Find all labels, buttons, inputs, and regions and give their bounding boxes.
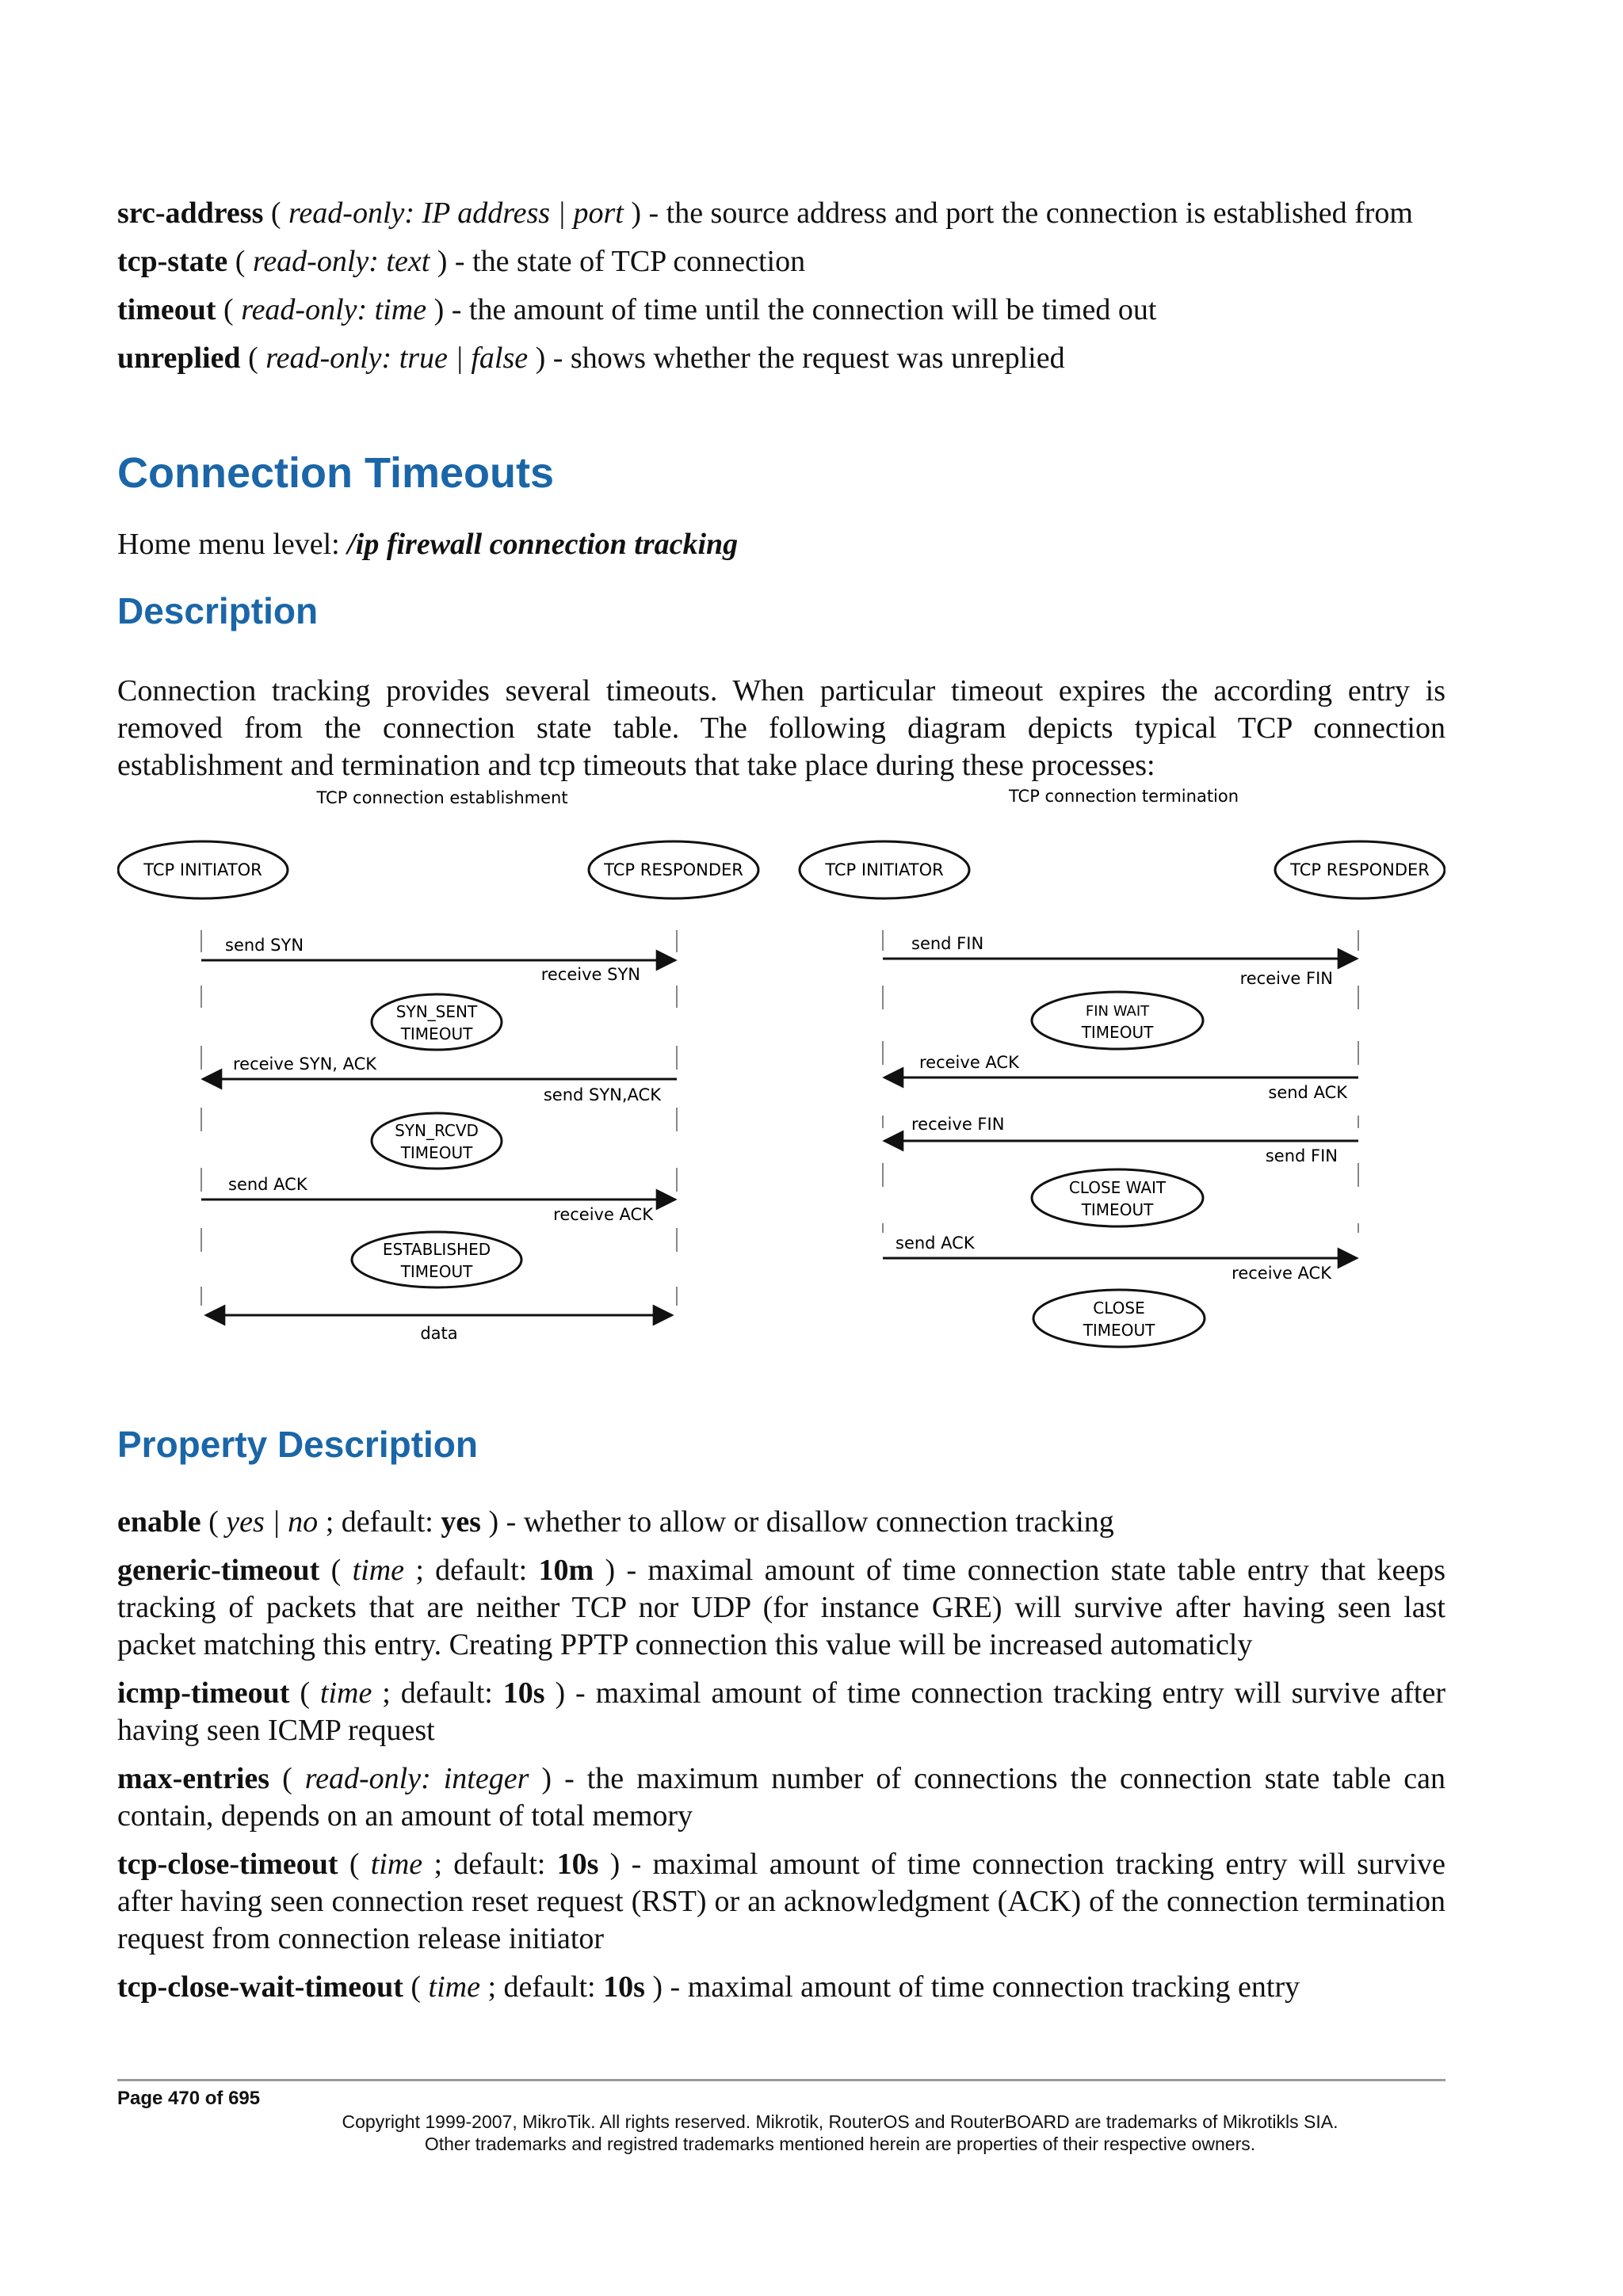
svg-text:FIN WAIT: FIN WAIT (1085, 1003, 1150, 1020)
description-title: Description (117, 590, 319, 631)
copyright-line-1: Copyright 1999-2007, MikroTik. All rights reserved. Mikrotik, RouterOS and RouterBOARD are trademarks of Mikrotikls SIA. (342, 2111, 1338, 2132)
msg-send-ack-1: send ACK (1268, 1083, 1347, 1102)
msg-send-ack: send ACK (228, 1175, 307, 1194)
svg-text:TIMEOUT: TIMEOUT (400, 1024, 473, 1043)
prop-enable: enable ( yes | no ; default: yes ) - whether to allow or disallow connection tracking (117, 1505, 1114, 1539)
prop-unreplied: unreplied ( read-only: true | false ) - shows whether the request was unreplied (117, 341, 1065, 375)
msg-receive-syn: receive SYN (540, 965, 640, 984)
svg-text:TIMEOUT: TIMEOUT (400, 1143, 473, 1162)
footer-divider (117, 2079, 1445, 2081)
svg-text:TIMEOUT: TIMEOUT (1081, 1200, 1154, 1219)
left-diagram-title: TCP connection establishment (316, 788, 568, 807)
svg-text:TIMEOUT: TIMEOUT (400, 1262, 473, 1281)
copyright-line-2: Other trademarks and registred trademarks mentioned herein are properties of their respective owners. (424, 2134, 1256, 2154)
section-title: Connection Timeouts (117, 449, 555, 497)
svg-text:CLOSE: CLOSE (1093, 1299, 1145, 1318)
msg-receive-fin-1: receive FIN (1239, 969, 1333, 988)
top-property-list (117, 195, 1445, 388)
msg-send-syn-ack: send SYN,ACK (543, 1085, 661, 1104)
right-diagram-title: TCP connection termination (1008, 787, 1239, 806)
tcp-timeouts-diagram (117, 780, 1445, 1350)
description-text: Connection tracking provides several timeouts. When particular timeout expires the according entry is removed from the connection state table. The following diagram depicts typical TCP connection establishment and termination and tcp timeouts that take place during these processes: (117, 674, 1445, 782)
right-responder-label: TCP RESPONDER (1290, 860, 1430, 879)
prop-generic-timeout: generic-timeout ( time ; default: 10m ) - maximal amount of time connection state table entry that keeps tracking of packets that are neither TCP nor UDP (for instance GRE) will survive after having seen last packet matching this entry. Creating PPTP connection this value will be increased automaticly (117, 1554, 1445, 1661)
msg-send-syn: send SYN (225, 936, 304, 955)
property-description-title: Property Description (117, 1424, 478, 1465)
prop-icmp-timeout: icmp-timeout ( time ; default: 10s ) - maximal amount of time connection tracking entry will survive after having seen ICMP request (117, 1676, 1445, 1747)
svg-text:TIMEOUT: TIMEOUT (1081, 1023, 1154, 1042)
svg-text:SYN_SENT: SYN_SENT (395, 1002, 478, 1021)
msg-receive-syn-ack: receive SYN, ACK (233, 1055, 377, 1074)
prop-tcp-close-timeout: tcp-close-timeout ( time ; default: 10s ) - maximal amount of time connection tracking entry will survive after having seen connection reset request (RST) or an acknowledgment (ACK) of the connection termination request from connection release initiator (117, 1848, 1445, 1955)
svg-text:CLOSE WAIT: CLOSE WAIT (1068, 1178, 1167, 1197)
home-menu-level: Home menu level: /ip firewall connection tracking (117, 528, 739, 561)
svg-text:TIMEOUT: TIMEOUT (1083, 1321, 1155, 1340)
prop-tcp-close-wait-timeout: tcp-close-wait-timeout ( time ; default: 10s ) - maximal amount of time connection tracking entry (117, 1970, 1300, 2004)
msg-receive-fin-2: receive FIN (911, 1115, 1005, 1134)
left-responder-label: TCP RESPONDER (604, 860, 743, 879)
msg-send-fin-2: send FIN (1265, 1146, 1338, 1165)
msg-data: data (420, 1324, 458, 1343)
left-initiator-label: TCP INITIATOR (143, 860, 262, 879)
msg-receive-ack-1: receive ACK (919, 1053, 1019, 1072)
prop-max-entries: max-entries ( read-only: integer ) - the maximum number of connections the connection state table can contain, depends on an amount of total memory (117, 1762, 1446, 1833)
msg-send-ack-2: send ACK (896, 1234, 975, 1253)
prop-timeout: timeout ( read-only: time ) - the amount of time until the connection will be timed out (117, 293, 1157, 326)
right-initiator-label: TCP INITIATOR (825, 860, 944, 879)
property-list (117, 1504, 1445, 2017)
svg-text:SYN_RCVD: SYN_RCVD (395, 1121, 479, 1140)
home-menu-path: /ip firewall connection tracking (347, 528, 739, 561)
msg-receive-ack: receive ACK (553, 1205, 653, 1224)
svg-text:ESTABLISHED: ESTABLISHED (382, 1240, 491, 1259)
page-number: Page 470 of 695 (117, 2088, 261, 2109)
msg-receive-ack-2: receive ACK (1232, 1264, 1331, 1283)
prop-tcp-state: tcp-state ( read-only: text ) - the state of TCP connection (117, 245, 806, 278)
msg-send-fin: send FIN (911, 934, 984, 953)
prop-src-address: src-address ( read-only: IP address | port ) - the source address and port the connection is established from (117, 196, 1413, 230)
